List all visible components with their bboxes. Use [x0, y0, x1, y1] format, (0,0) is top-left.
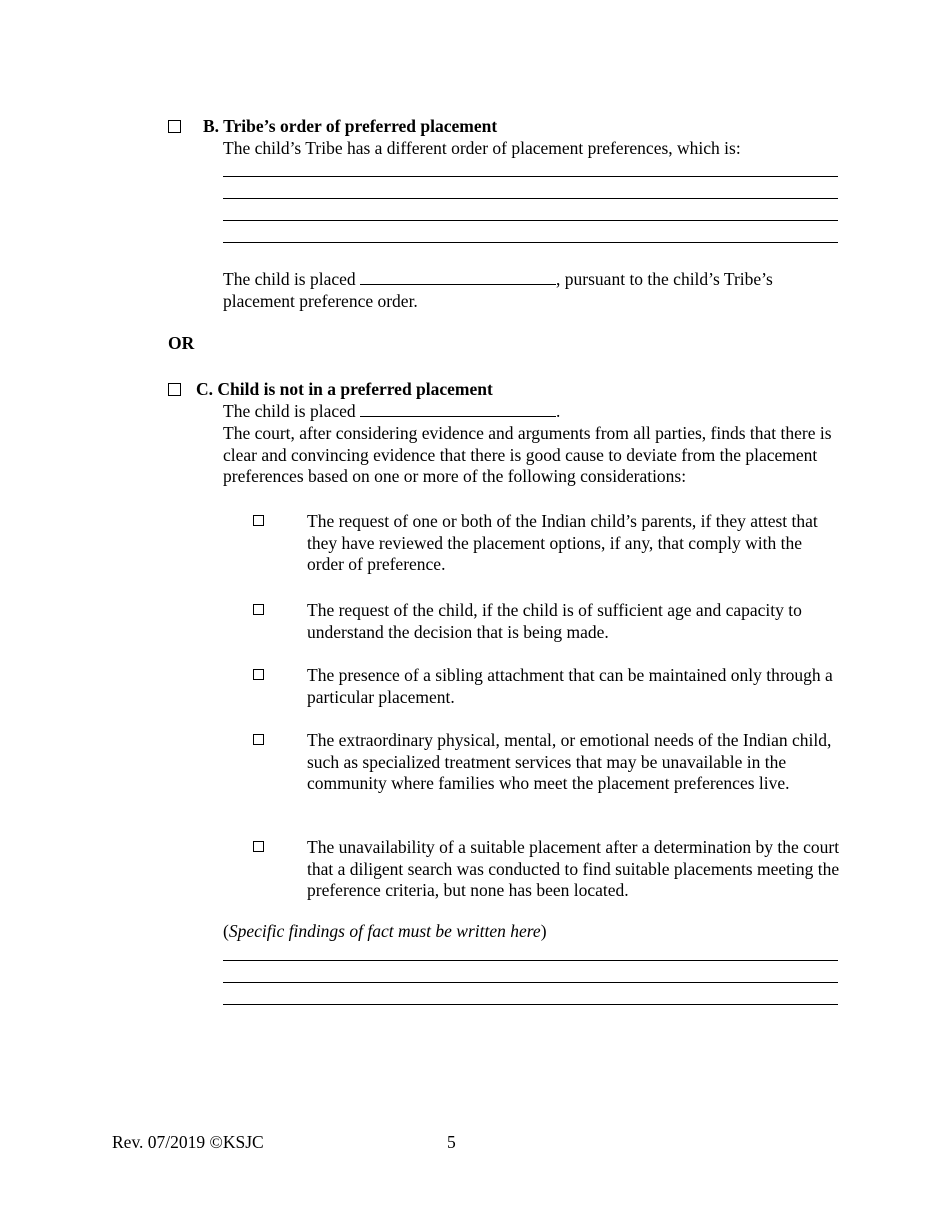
findings-open-paren: (: [223, 921, 229, 941]
section-c-checkbox[interactable]: [168, 383, 181, 396]
section-b-write-line-4[interactable]: [223, 242, 838, 243]
section-b-write-line-1[interactable]: [223, 176, 838, 177]
option-2-checkbox[interactable]: [253, 604, 264, 615]
findings-close-paren: ): [540, 921, 547, 941]
section-c-placed-prefix: The child is placed: [223, 401, 356, 421]
section-b-intro: The child’s Tribe has a different order of placement preferences, which is:: [223, 138, 741, 158]
option-3-text: The presence of a sibling attachment that can be maintained only through a particular placement.: [307, 665, 833, 707]
findings-write-line-2[interactable]: [223, 982, 838, 983]
section-b-checkbox[interactable]: [168, 120, 181, 133]
section-b-placed-suffix: , pursuant to the child’s Tribe’s: [556, 269, 773, 289]
section-c-placement-line: [223, 401, 560, 423]
section-b-placed-prefix: The child is placed: [223, 269, 356, 289]
findings-label-line: [223, 921, 547, 943]
section-c-placed-suffix: .: [556, 401, 561, 421]
option-4-checkbox[interactable]: [253, 734, 264, 745]
option-1-text: The request of one or both of the Indian child’s parents, if they attest that they have reviewed the placement options, if any, that comply with the order of preference.: [307, 511, 818, 574]
footer-page-number: 5: [447, 1132, 456, 1152]
option-5-text: The unavailability of a suitable placement after a determination by the court that a diligent search was conducted to find suitable placements meeting the preference criteria, but none has been located.: [307, 837, 840, 900]
option-3-checkbox[interactable]: [253, 669, 264, 680]
option-4-text: The extraordinary physical, mental, or emotional needs of the Indian child, such as specialized treatment services that may be unavailable in the community where families who meet the placement preferences live.: [307, 730, 832, 793]
findings-write-line-1[interactable]: [223, 960, 838, 961]
findings-label: Specific findings of fact must be written here: [228, 921, 541, 941]
section-b-heading: B. Tribe’s order of preferred placement: [203, 116, 498, 136]
section-c-placement-blank[interactable]: [360, 401, 556, 417]
or-label: OR: [168, 333, 195, 353]
option-1-checkbox[interactable]: [253, 515, 264, 526]
option-5-checkbox[interactable]: [253, 841, 264, 852]
section-c-paragraph: The court, after considering evidence and arguments from all parties, finds that there is clear and convincing evidence that there is good cause to deviate from the placement preferences based on one or more of the following considerations:: [223, 423, 832, 486]
section-b-placed-line2: placement preference order.: [223, 291, 418, 311]
section-b-write-line-3[interactable]: [223, 220, 838, 221]
findings-write-line-3[interactable]: [223, 1004, 838, 1005]
section-c-heading: C. Child is not in a preferred placement: [196, 379, 493, 399]
footer-revision: Rev. 07/2019 ©KSJC: [112, 1132, 264, 1152]
section-b-write-line-2[interactable]: [223, 198, 838, 199]
section-b-placement-blank[interactable]: [360, 269, 556, 285]
section-b-placement-line: [223, 269, 773, 291]
option-2-text: The request of the child, if the child is of sufficient age and capacity to understand the decision that is being made.: [307, 600, 802, 642]
